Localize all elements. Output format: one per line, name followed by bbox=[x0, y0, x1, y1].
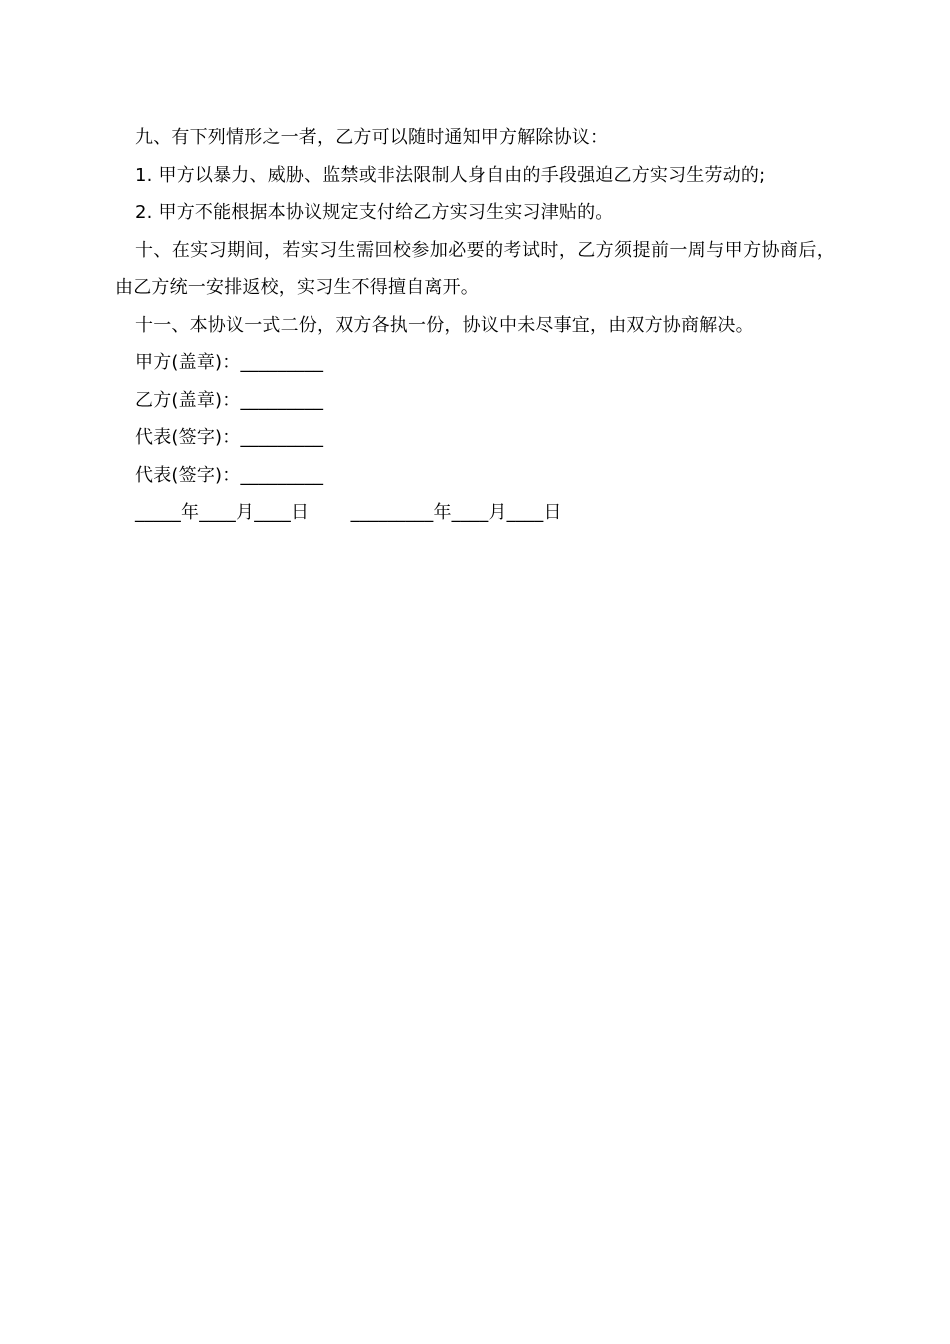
date-left: _____年____月____日 bbox=[135, 502, 310, 523]
clause-nine: 九、有下列情形之一者，乙方可以随时通知甲方解除协议： bbox=[135, 127, 609, 148]
signature-party-b-seal: 乙方(盖章)：_________ bbox=[135, 389, 324, 411]
clause-ten: 十、在实习期间，若实习生需回校参加必要的考试时，乙方须提前一周与甲方协商后，由乙方统一安排返校，实习生不得擅自离开。 bbox=[115, 239, 835, 298]
clause-nine-item-1: 1. 甲方以暴力、威胁、监禁或非法限制人身自由的手段强迫乙方实习生劳动的; bbox=[135, 164, 766, 186]
signature-party-a-seal: 甲方(盖章)：_________ bbox=[135, 352, 324, 373]
date-right: _________年____月____日 bbox=[350, 502, 562, 523]
signature-representative-2: 代表(签字)：_________ bbox=[135, 464, 324, 486]
document-body bbox=[115, 119, 835, 532]
clause-nine-item-2: 2. 甲方不能根据本协议规定支付给乙方实习生实习津贴的。 bbox=[135, 202, 614, 223]
date-spacer bbox=[309, 502, 350, 523]
signature-representative-1: 代表(签字)：_________ bbox=[135, 427, 324, 448]
clause-eleven: 十一、本协议一式二份，双方各执一份，协议中未尽事宜，由双方协商解决。 bbox=[135, 314, 754, 336]
date-row bbox=[115, 494, 835, 532]
